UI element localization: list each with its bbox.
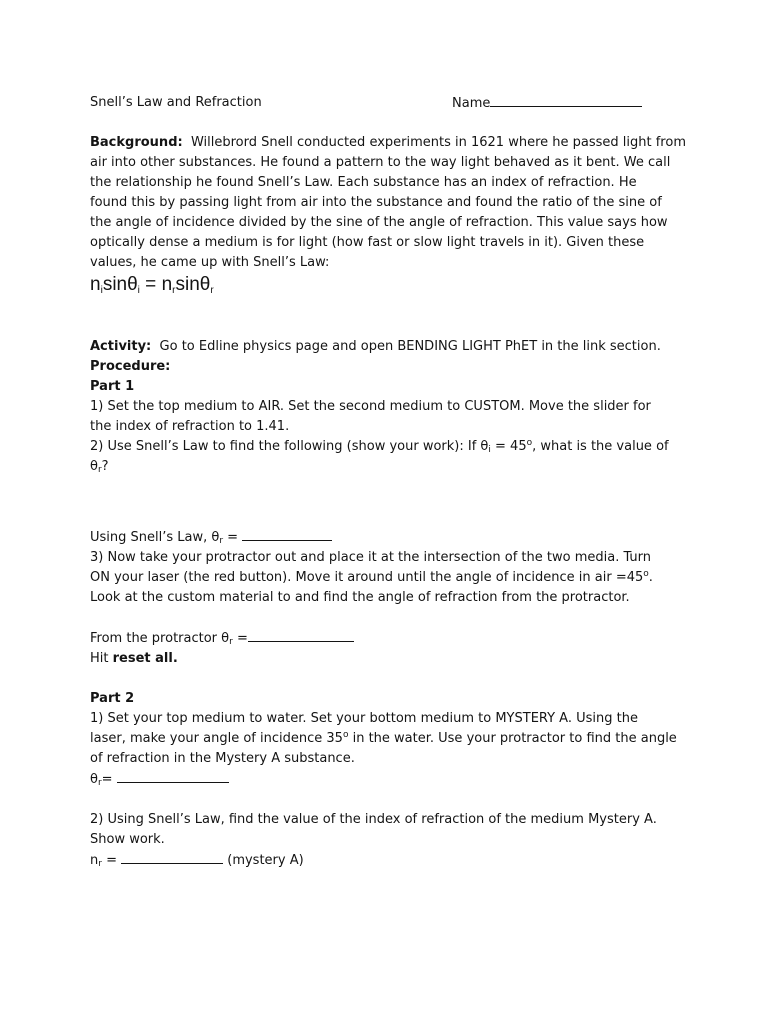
- part2-step2-line: 2) Using Snell’s Law, find the value of the index of refraction of the medium Mystery A.: [90, 812, 657, 827]
- part1-step3-line: 3) Now take your protractor out and place it at the intersection of the two media. Turn: [90, 550, 652, 565]
- part1-step3-line: ON your laser (the red button). Move it around until the angle of incidence in air $=45^o$.: [90, 569, 653, 585]
- background-line: the relationship he found Snell’s Law. Each substance has an index of refraction. He: [90, 175, 637, 190]
- name-label: Name: [452, 96, 491, 111]
- theta-answer-line: $\theta_r=$: [90, 769, 690, 790]
- background-label: Background:: [90, 135, 183, 150]
- part2-step1-line: of refraction in the Mystery A substance.: [90, 751, 355, 766]
- background-line: values, he came up with Snell’s Law:: [90, 255, 330, 270]
- protractor-answer-line: From the protractor $\theta_r$ =: [90, 628, 690, 649]
- part1-step2: 2) Use Snell’s Law to find the following (show your work): If $\theta_i = 45^o$, what is the value of: [90, 438, 669, 455]
- snells-law-answer-line: Using Snell’s Law, $\theta_r$ =: [90, 527, 690, 548]
- background-line: optically dense a medium is for light (how fast or slow light travels in it). Given these: [90, 235, 645, 250]
- part1-step2-cont: $\theta_r$?: [90, 459, 109, 475]
- part1-heading: Part 1: [90, 379, 135, 394]
- procedure-label: Procedure:: [90, 359, 171, 374]
- answer-blank[interactable]: [248, 628, 354, 642]
- answer-blank[interactable]: [121, 850, 223, 864]
- background-line: Willebrord Snell conducted experiments in 1621 where he passed light from: [190, 135, 686, 150]
- part1-step1-line: the index of refraction to 1.41.: [90, 419, 290, 434]
- snells-law-equation: $n_i\sin\theta_i = n_r\sin\theta_r$: [90, 274, 214, 296]
- part1-step3-line: Look at the custom material to and find the angle of refraction from the protractor.: [90, 590, 630, 605]
- activity-label: Activity:: [90, 339, 152, 354]
- name-blank: [490, 93, 642, 107]
- background-section: [90, 133, 690, 273]
- part2-step1-line: laser, make your angle of incidence 35$^o$ in the water. Use your protractor to find the angle: [90, 730, 677, 746]
- page-title: Snell’s Law and Refraction: [90, 95, 262, 110]
- activity-line: Activity: Go to Edline physics page and open BENDING LIGHT PhET in the link section.: [90, 339, 661, 354]
- part2-step1-line: 1) Set your top medium to water. Set your bottom medium to MYSTERY A. Using the: [90, 711, 638, 726]
- answer-blank[interactable]: [117, 769, 229, 783]
- reset-instruction: Hit reset all.: [90, 651, 178, 666]
- index-answer-line: $n_r$ = (mystery A): [90, 850, 690, 871]
- part1-step1-line: 1) Set the top medium to AIR. Set the second medium to CUSTOM. Move the slider for: [90, 399, 651, 414]
- part1-section: [90, 377, 690, 669]
- part2-heading: Part 2: [90, 691, 135, 706]
- header-row: [90, 93, 690, 113]
- worksheet: [90, 93, 690, 871]
- part2-section: [90, 689, 690, 871]
- background-line: found this by passing light from air into the substance and found the ratio of the sine of: [90, 195, 662, 210]
- background-line: air into other substances. He found a pattern to the way light behaved as it bent. We call: [90, 155, 671, 170]
- background-line: the angle of incidence divided by the sine of the angle of refraction. This value says how: [90, 215, 668, 230]
- answer-blank[interactable]: [242, 527, 332, 541]
- reset-all-label: reset all.: [112, 651, 178, 666]
- part2-step2-line: Show work.: [90, 832, 165, 847]
- name-field: [452, 93, 642, 114]
